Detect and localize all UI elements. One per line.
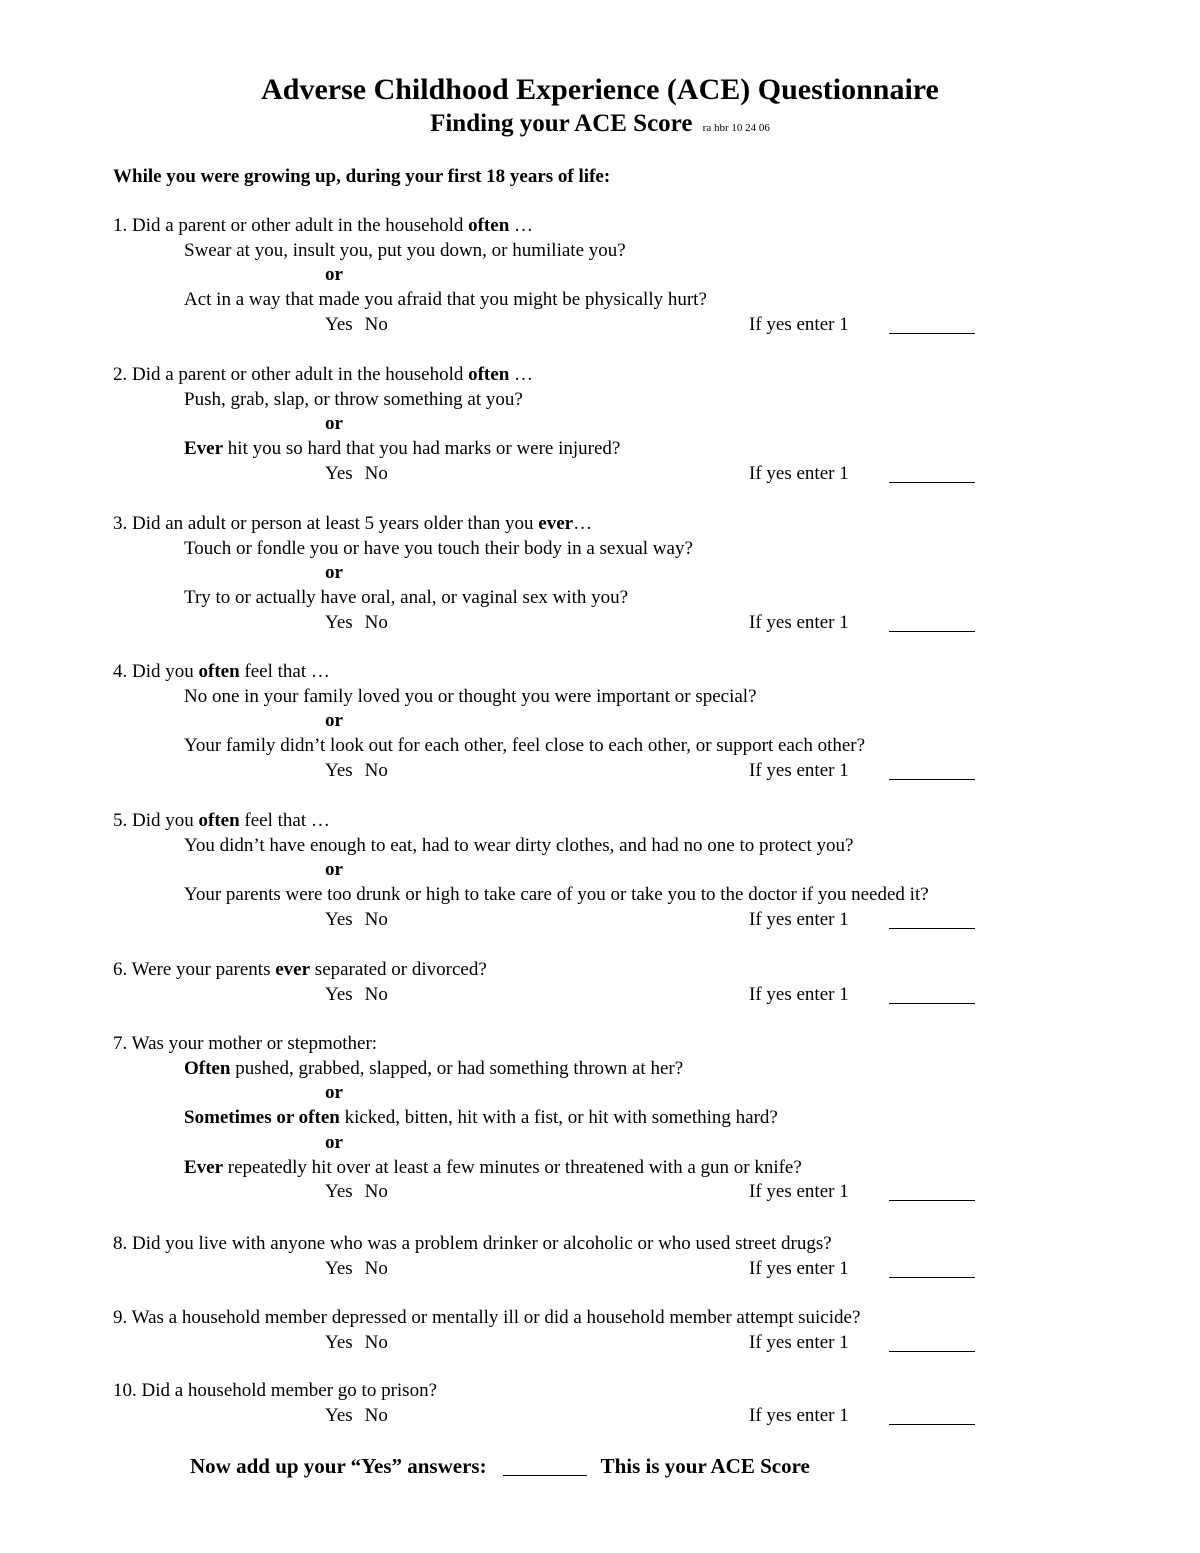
question-4	[113, 660, 330, 684]
if-yes-instruction: If yes enter 1	[749, 1331, 849, 1353]
subtitle-code: ra hbr 10 24 06	[702, 122, 770, 134]
or-separator: or	[325, 710, 343, 732]
yes-no-options	[325, 1257, 388, 1281]
yes-option[interactable]: Yes	[325, 462, 353, 484]
intro-text: While you were growing up, during your first 18 years of life:	[113, 166, 611, 187]
no-option[interactable]: No	[364, 908, 388, 930]
question-text-end: feel that …	[239, 661, 330, 682]
question-text-end: separated or divorced?	[310, 959, 487, 980]
yes-no-options	[325, 313, 388, 337]
question-7	[113, 1032, 377, 1056]
answer-blank[interactable]	[889, 779, 975, 780]
no-option[interactable]: No	[364, 759, 388, 781]
item-text: Push, grab, slap, or throw something at you?	[184, 388, 523, 410]
if-yes-instruction: If yes enter 1	[749, 1257, 849, 1279]
question-number: 6.	[113, 959, 128, 980]
question-emphasis: ever	[275, 959, 311, 980]
yes-no-options	[325, 611, 388, 635]
question-2-item-1	[184, 388, 523, 412]
yes-option[interactable]: Yes	[325, 759, 353, 781]
answer-blank[interactable]	[889, 1277, 975, 1278]
question-4-item-2	[184, 734, 865, 758]
answer-blank[interactable]	[889, 333, 975, 334]
no-option[interactable]: No	[364, 1331, 388, 1353]
total-score-blank[interactable]	[503, 1475, 587, 1476]
question-number: 7.	[113, 1033, 128, 1054]
subtitle-text: Finding your ACE Score	[430, 110, 693, 137]
yes-no-options	[325, 1180, 388, 1204]
question-number: 1.	[113, 215, 128, 236]
question-7-item-1	[184, 1057, 683, 1081]
question-text: Did an adult or person at least 5 years older than you	[132, 513, 539, 534]
yes-no-options	[325, 462, 388, 486]
question-number: 9.	[113, 1307, 128, 1328]
yes-option[interactable]: Yes	[325, 611, 353, 633]
if-yes-instruction: If yes enter 1	[749, 313, 849, 335]
yes-option[interactable]: Yes	[325, 1404, 353, 1426]
answer-blank[interactable]	[889, 631, 975, 632]
if-yes-instruction: If yes enter 1	[749, 908, 849, 930]
yes-option[interactable]: Yes	[325, 313, 353, 335]
yes-no-options	[325, 908, 388, 932]
question-number: 4.	[113, 661, 128, 682]
question-4-item-1	[184, 685, 757, 709]
yes-option[interactable]: Yes	[325, 1181, 353, 1203]
no-option[interactable]: No	[364, 462, 388, 484]
question-text: Did a parent or other adult in the household	[132, 215, 469, 236]
no-option[interactable]: No	[364, 313, 388, 335]
question-7-item-3	[184, 1156, 802, 1180]
or-separator: or	[325, 562, 343, 584]
page-subtitle	[0, 108, 1200, 144]
item-text: No one in your family loved you or thought you were important or special?	[184, 685, 757, 707]
or-separator: or	[325, 264, 343, 286]
if-yes-instruction: If yes enter 1	[749, 983, 849, 1005]
question-text: Did you	[132, 661, 199, 682]
yes-no-options	[325, 759, 388, 783]
question-text: Were your parents	[131, 959, 276, 980]
question-3	[113, 512, 592, 536]
question-number: 8.	[113, 1233, 128, 1254]
question-8	[113, 1232, 832, 1256]
item-text: pushed, grabbed, slapped, or had something thrown at her?	[230, 1057, 684, 1079]
question-text-end: …	[509, 215, 534, 236]
item-text: Your parents were too drunk or high to take care of you or take you to the doctor if you needed it?	[184, 884, 929, 906]
question-text: Did a parent or other adult in the household	[132, 364, 469, 385]
question-number: 5.	[113, 810, 128, 831]
question-3-item-1	[184, 537, 693, 561]
answer-blank[interactable]	[889, 482, 975, 483]
item-text: repeatedly hit over at least a few minutes or threatened with a gun or knife?	[223, 1156, 802, 1178]
question-text: Did you	[132, 810, 199, 831]
question-emphasis: often	[198, 661, 240, 682]
answer-blank[interactable]	[889, 1200, 975, 1201]
item-text: hit you so hard that you had marks or were injured?	[223, 438, 621, 460]
question-2-item-2	[184, 437, 620, 461]
if-yes-instruction: If yes enter 1	[749, 462, 849, 484]
item-emphasis: Ever	[184, 438, 224, 460]
if-yes-instruction: If yes enter 1	[749, 1404, 849, 1426]
yes-option[interactable]: Yes	[325, 983, 353, 1005]
question-3-item-2	[184, 586, 628, 610]
or-separator: or	[325, 1131, 343, 1153]
score-summary-tail: This is your ACE Score	[600, 1454, 810, 1478]
or-separator: or	[325, 859, 343, 881]
question-emphasis: often	[468, 215, 510, 236]
question-10	[113, 1379, 437, 1403]
question-5-item-2	[184, 883, 929, 907]
yes-no-options	[325, 983, 388, 1007]
question-number: 10.	[113, 1380, 137, 1401]
question-1	[113, 214, 533, 238]
question-number: 2.	[113, 364, 128, 385]
item-text: Act in a way that made you afraid that you might be physically hurt?	[184, 289, 707, 311]
question-number: 3.	[113, 513, 128, 534]
item-text: kicked, bitten, hit with a fist, or hit with something hard?	[339, 1107, 778, 1129]
answer-blank[interactable]	[889, 928, 975, 929]
no-option[interactable]: No	[364, 1404, 388, 1426]
yes-option[interactable]: Yes	[325, 1331, 353, 1353]
answer-blank[interactable]	[889, 1351, 975, 1352]
if-yes-instruction: If yes enter 1	[749, 1181, 849, 1203]
question-emphasis: ever	[538, 513, 574, 534]
item-text: You didn’t have enough to eat, had to wear dirty clothes, and had no one to protect you?	[184, 834, 854, 856]
item-text: Your family didn’t look out for each other, feel close to each other, or support each other?	[184, 735, 866, 757]
question-text: Was your mother or stepmother:	[131, 1033, 378, 1054]
score-summary	[190, 1452, 810, 1480]
page-title: Adverse Childhood Experience (ACE) Questionnaire	[261, 73, 939, 106]
answer-blank[interactable]	[889, 1003, 975, 1004]
no-option[interactable]: No	[364, 611, 388, 633]
question-5-item-1	[184, 834, 853, 858]
or-separator: or	[325, 1082, 343, 1104]
question-text-end: …	[573, 513, 593, 534]
question-text-end: …	[509, 364, 534, 385]
item-emphasis: Sometimes or often	[184, 1107, 340, 1129]
no-option[interactable]: No	[364, 1181, 388, 1203]
question-9	[113, 1306, 860, 1330]
question-5	[113, 809, 330, 833]
answer-blank[interactable]	[889, 1424, 975, 1425]
question-1-item-2	[184, 288, 707, 312]
question-2	[113, 363, 533, 387]
if-yes-instruction: If yes enter 1	[749, 611, 849, 633]
score-summary-lead: Now add up your “Yes” answers:	[190, 1454, 487, 1478]
item-text: Swear at you, insult you, put you down, or humiliate you?	[184, 239, 626, 261]
no-option[interactable]: No	[364, 983, 388, 1005]
question-text-end: feel that …	[239, 810, 330, 831]
item-emphasis: Often	[184, 1057, 231, 1079]
no-option[interactable]: No	[364, 1257, 388, 1279]
question-7-item-2	[184, 1106, 778, 1130]
yes-option[interactable]: Yes	[325, 908, 353, 930]
if-yes-instruction: If yes enter 1	[749, 759, 849, 781]
question-6	[113, 958, 487, 982]
item-emphasis: Ever	[184, 1156, 224, 1178]
question-emphasis: often	[468, 364, 510, 385]
item-text: Touch or fondle you or have you touch their body in a sexual way?	[184, 537, 693, 559]
yes-no-options	[325, 1331, 388, 1355]
yes-option[interactable]: Yes	[325, 1257, 353, 1279]
item-text: Try to or actually have oral, anal, or vaginal sex with you?	[184, 587, 629, 609]
question-text: Did you live with anyone who was a problem drinker or alcoholic or who used street drugs?	[132, 1233, 832, 1254]
or-separator: or	[325, 413, 343, 435]
yes-no-options	[325, 1404, 388, 1428]
question-1-item-1	[184, 239, 626, 263]
question-text: Was a household member depressed or mentally ill or did a household member attempt suicide?	[131, 1307, 861, 1328]
question-text: Did a household member go to prison?	[141, 1380, 438, 1401]
question-emphasis: often	[198, 810, 240, 831]
